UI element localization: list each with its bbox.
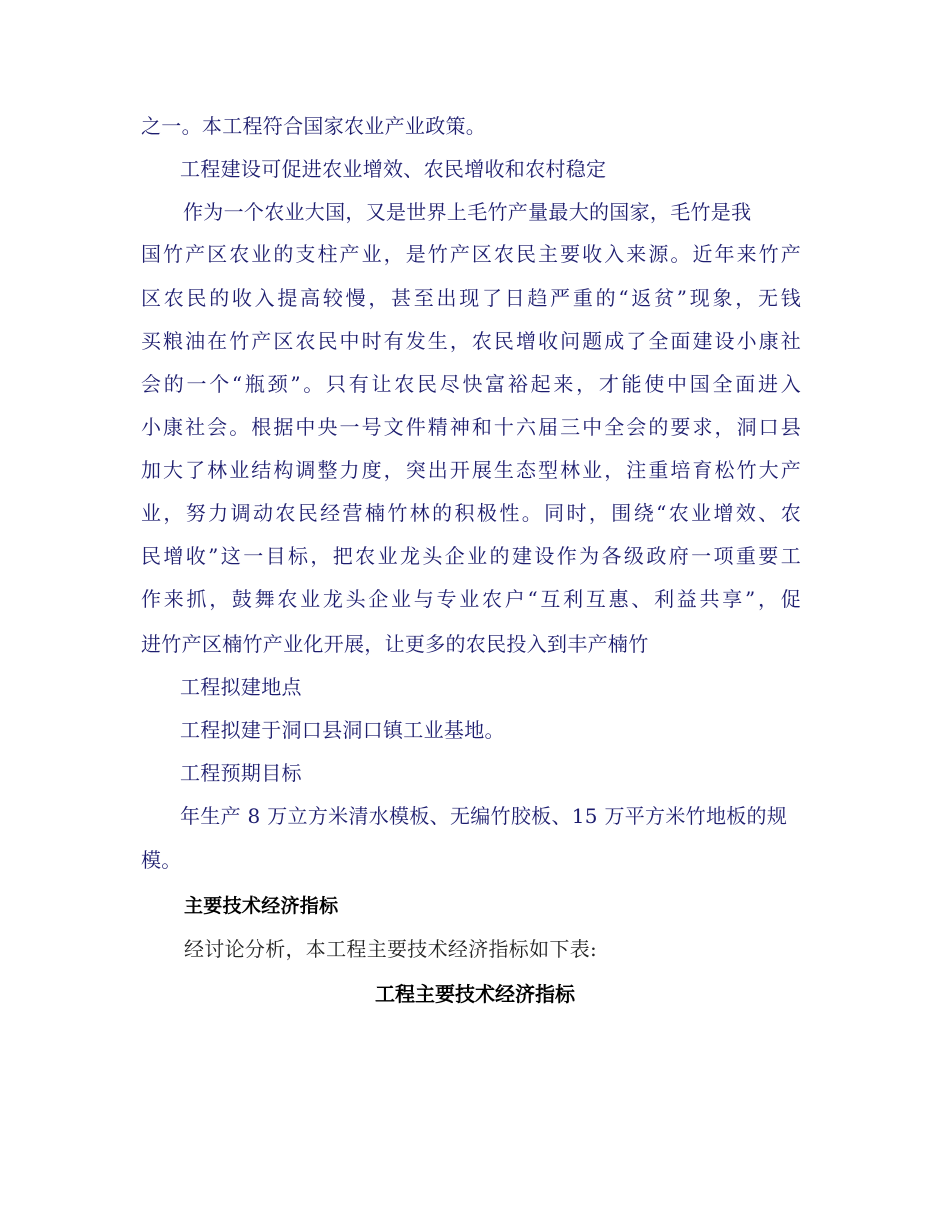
- paragraph-line: 模。: [141, 848, 182, 872]
- paragraph-line: 国竹产区农业的支柱产业，是竹产区农民主要收入来源。近年来竹产: [141, 242, 801, 266]
- table-title: 工程主要技术经济指标: [375, 982, 575, 1006]
- paragraph-line: 小康社会。根据中央一号文件精神和十六届三中全会的要求，洞口县: [141, 415, 801, 439]
- paragraph-line: 会的一个“瓶颈”。只有让农民尽快富裕起来，才能使中国全面进入: [141, 372, 801, 396]
- paragraph-line: 经讨论分析，本工程主要技术经济指标如下表:: [184, 937, 598, 961]
- section-heading: 工程预期目标: [180, 761, 302, 785]
- paragraph-line: 业，努力调动农民经营楠竹林的积极性。同时，围绕“农业增效、农: [141, 501, 801, 525]
- paragraph-line: 加大了林业结构调整力度，突出开展生态型林业，注重培育松竹大产: [141, 458, 801, 482]
- paragraph-line: 买粮油在竹产区农民中时有发生，农民增收问题成了全面建设小康社: [141, 329, 801, 353]
- paragraph-line: 工程拟建于洞口县洞口镇工业基地。: [180, 718, 505, 742]
- paragraph-line: 进竹产区楠竹产业化开展，让更多的农民投入到丰产楠竹: [141, 632, 649, 656]
- paragraph-line: 区农民的收入提高较慢，甚至出现了日趋严重的“返贫”现象，无钱: [141, 286, 801, 310]
- paragraph-line: 之一。本工程符合国家农业产业政策。: [141, 114, 487, 138]
- bold-section-heading: 主要技术经济指标: [184, 895, 339, 917]
- paragraph-line: 作来抓，鼓舞农业龙头企业与专业农户“互利互惠、利益共享”，促: [141, 587, 801, 611]
- section-heading: 工程建设可促进农业增效、农民增收和农村稳定: [180, 157, 607, 181]
- paragraph-line: 作为一个农业大国，又是世界上毛竹产量最大的国家，毛竹是我: [183, 200, 752, 224]
- paragraph-line: 民增收”这一目标，把农业龙头企业的建设作为各级政府一项重要工: [141, 544, 801, 568]
- paragraph-line: 年生产 8 万立方米清水模板、无编竹胶板、15 万平方米竹地板的规: [180, 804, 788, 828]
- section-heading: 工程拟建地点: [180, 675, 302, 699]
